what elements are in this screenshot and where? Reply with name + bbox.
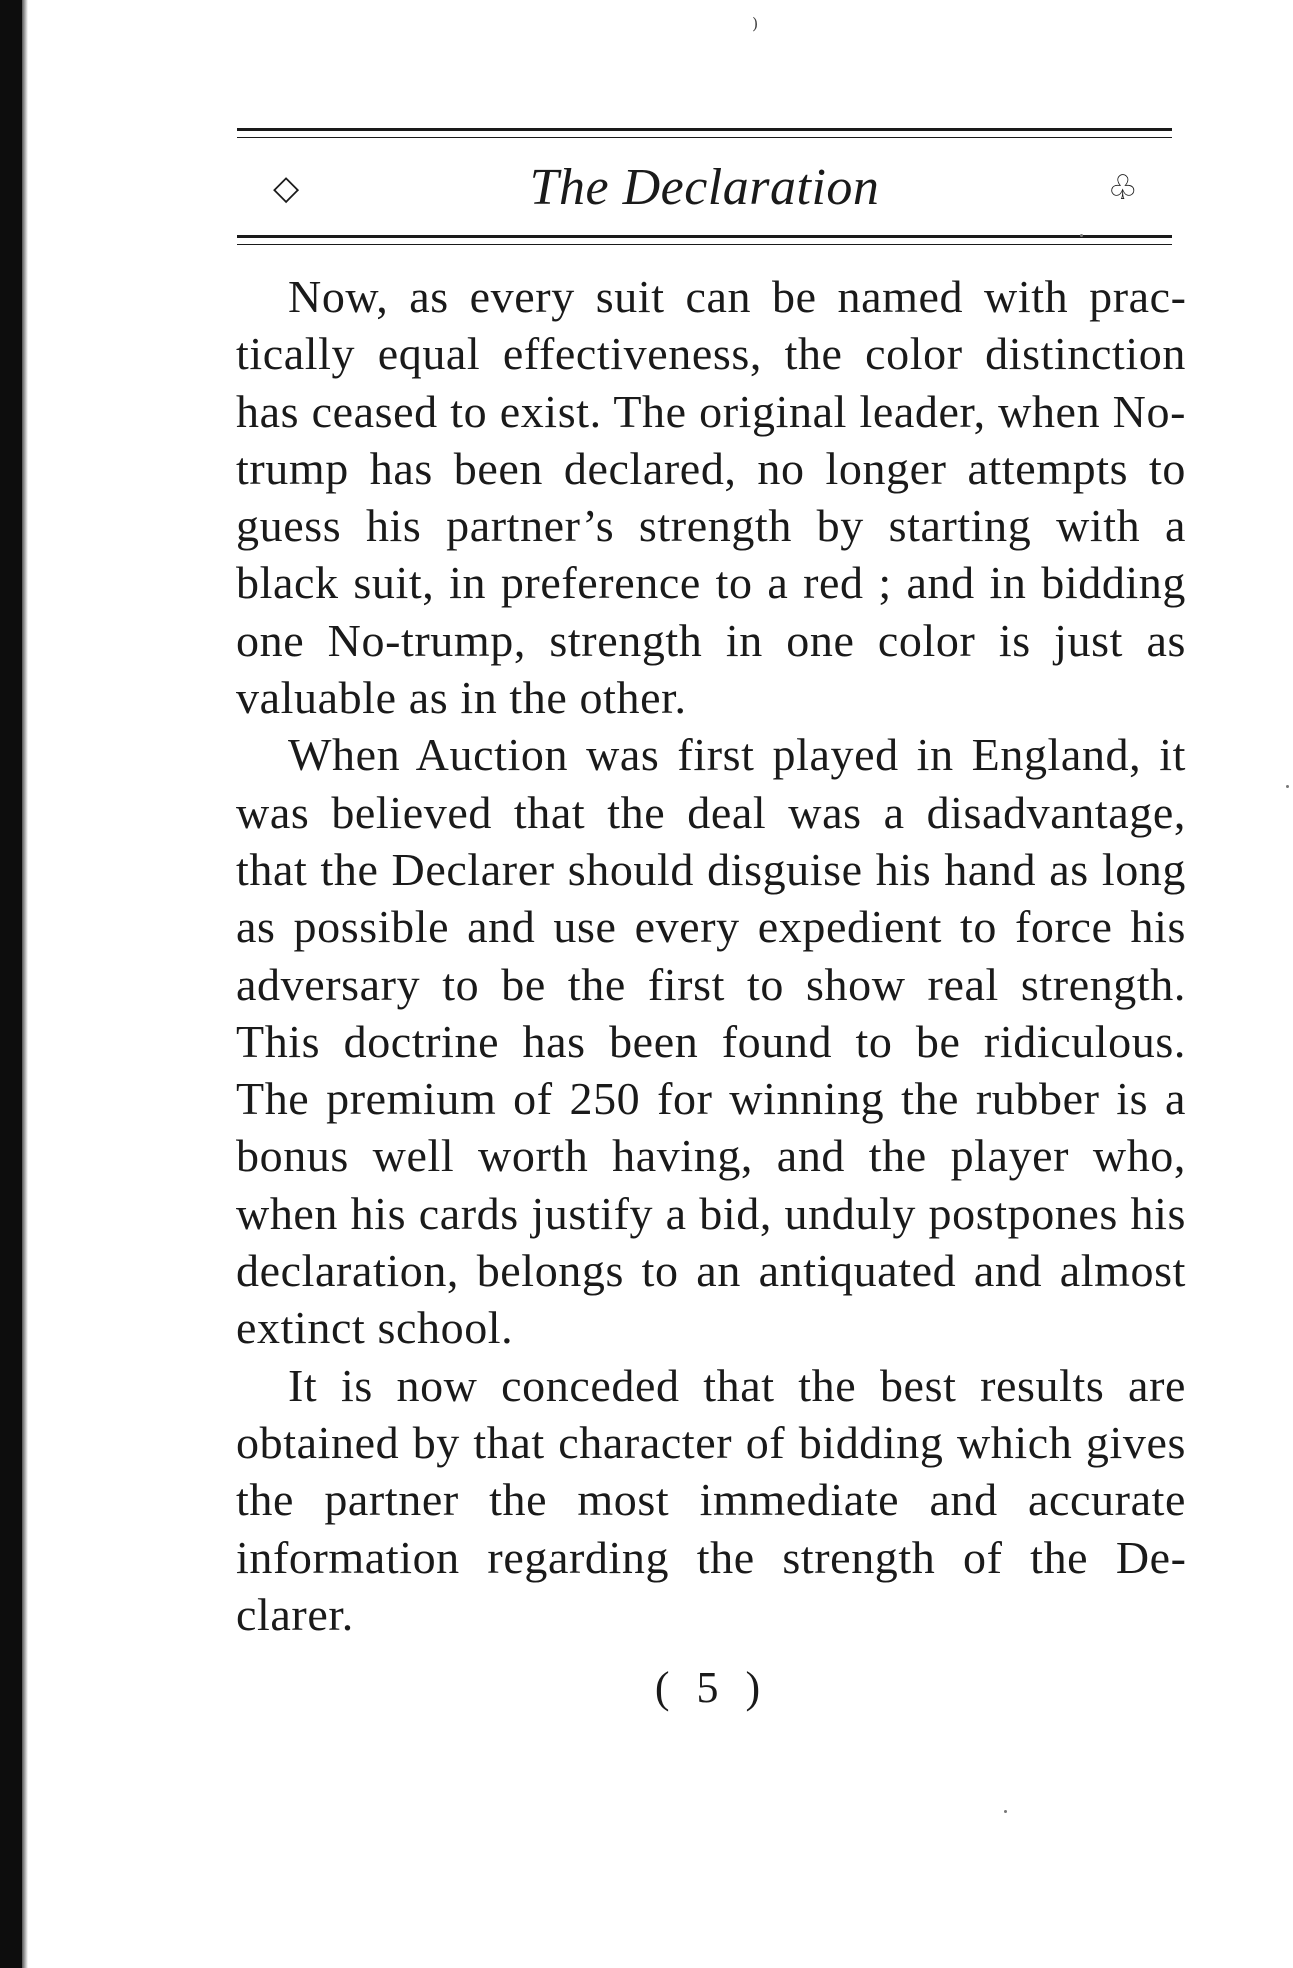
page-number: ( 5 ) [654, 1663, 769, 1712]
body-text [236, 268, 1186, 1643]
header-rule-top-thin [237, 137, 1172, 138]
scan-speck [1004, 1810, 1007, 1813]
paragraph-1: Now, as every suit can be named with practically equal effectiveness, the color distinction has ceased to exist. The original leader, when No-trump has been declared, no longer attempts to guess his partner’s strength by starting with a black suit, in preference to a red ; and in bidding one No-trump, strength in one color is just as valuable as in the other. [236, 271, 1186, 724]
header-rule-bottom-thick [237, 235, 1172, 238]
header-rule-top-thick [237, 128, 1172, 131]
paragraph-3: It is now conceded that the best results are obtained by that character of bidding which gives the partner the most immediate and accurate information regarding the strength of the Declarer. [236, 1359, 1186, 1640]
paragraph-2: When Auction was first played in England, it was believed that the deal was a disadvantage, that the Declarer should disguise his hand as long as possible and use every expedient to force his adversary to be the first to show real strength. This doctrine has been found to be ridiculous. The premium of 250 for winning the rubber is a bonus well worth having, and the player who, when his cards justify a bid, unduly postpones his declaration, belongs to an antiquated and almost extinct school. [236, 729, 1186, 1354]
diamond-icon: ◇ [273, 168, 300, 208]
scan-speck [1080, 234, 1083, 237]
top-mark: ) [752, 14, 759, 33]
header-row [237, 148, 1172, 228]
club-icon: ♧ [1107, 168, 1138, 208]
header-rule-bottom-thin [237, 244, 1172, 245]
running-title: The Declaration [529, 159, 880, 216]
scan-speck [1286, 785, 1289, 788]
